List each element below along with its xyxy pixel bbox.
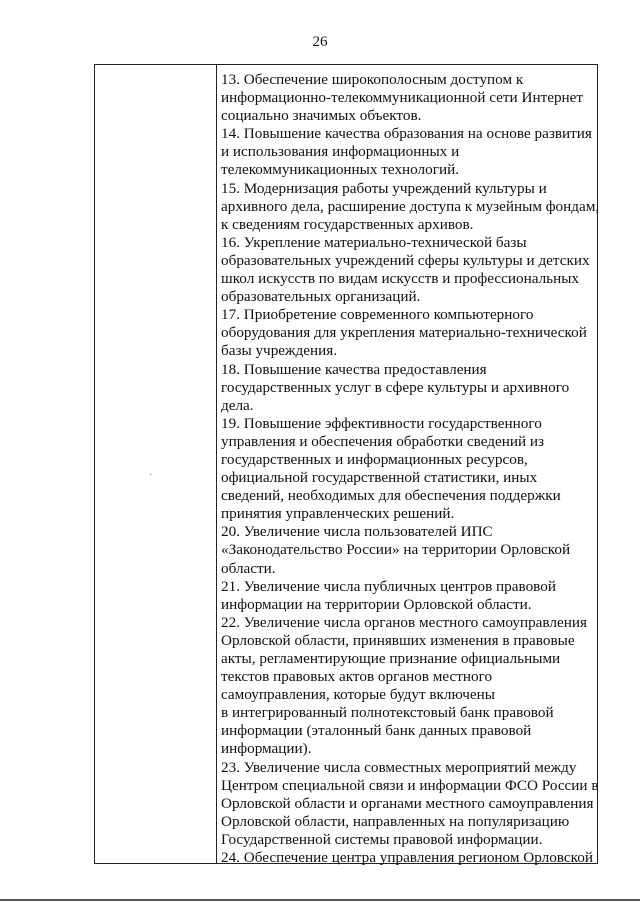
item-text-line: 19. Повышение эффективности государственного xyxy=(221,414,542,432)
page-number: 26 xyxy=(312,34,328,50)
item-text-line: 13. Обеспечение широкополосным доступом к xyxy=(221,71,524,88)
item-text-line: управления и обеспечения обработки сведений из xyxy=(221,432,545,450)
list-item xyxy=(221,523,597,577)
item-text-line: Орловской области, принявших изменения в правовые xyxy=(221,631,575,649)
left-column-cell xyxy=(95,65,216,863)
item-text-line: информации). xyxy=(221,740,312,758)
list-item xyxy=(221,125,597,179)
item-text-line: области. xyxy=(221,559,276,577)
item-text-line: 18. Повышение качества предоставления xyxy=(221,360,487,378)
item-text-line: Центром специальной связи и информации ФСО России в xyxy=(221,776,599,794)
item-text-line: 15. Модернизация работы учреждений культуры и xyxy=(221,179,547,197)
item-text-line: 16. Укрепление материально-технической базы xyxy=(221,233,527,251)
indicator-list xyxy=(221,71,600,867)
item-text-line: к сведениям государственных архивов. xyxy=(221,215,474,233)
item-text-line: Орловской области, направленных на популяризацию xyxy=(221,812,570,830)
content-table xyxy=(94,64,600,867)
list-item xyxy=(221,234,597,306)
item-text-line: дела. xyxy=(221,396,254,414)
item-text-line: и использования информационных и xyxy=(221,143,460,161)
item-text-line: в интегрированный полнотекстовый банк правовой xyxy=(221,704,554,722)
list-item xyxy=(221,179,600,234)
item-text-line: образовательных организаций. xyxy=(221,288,421,306)
column-divider xyxy=(216,65,217,863)
item-text-line: 20. Увеличение числа пользователей ИПС xyxy=(221,523,493,541)
item-text-line: информации (эталонный банк данных правовой xyxy=(221,722,532,740)
list-item xyxy=(221,614,597,759)
item-text-line: государственных услуг в сфере культуры и архивного xyxy=(221,378,570,396)
item-text-line: официальной государственной статистики, иных xyxy=(221,469,538,487)
item-text-line: оборудования для укрепления материально-технической xyxy=(221,324,587,342)
item-text-line: телекоммуникационных технологий. xyxy=(221,161,460,179)
item-text-line: «Законодательство России» на территории Орловской xyxy=(221,541,571,559)
item-text-line: 24. Обеспечение центра управления регионом Орловской xyxy=(221,849,593,867)
scan-mark: · xyxy=(149,470,153,481)
list-item xyxy=(221,759,597,849)
item-text-line: архивного дела, расширение доступа к музейным фондам, xyxy=(221,197,600,215)
right-column-cell xyxy=(221,71,600,867)
item-text-line: акты, регламентирующие признание официальными xyxy=(221,650,561,667)
item-text-line: информационно-телекоммуникационной сети Интернет xyxy=(221,89,584,107)
list-item xyxy=(221,361,597,415)
list-item xyxy=(221,71,597,125)
item-text-line: Орловской области и органами местного самоуправления xyxy=(221,794,594,812)
item-text-line: 23. Увеличение числа совместных мероприятий между xyxy=(221,758,577,776)
bottom-rule xyxy=(0,899,640,901)
list-item xyxy=(221,849,597,867)
item-text-line: 14. Повышение качества образования на основе развития xyxy=(221,125,592,143)
item-text-line: образовательных учреждений сферы культуры и детских xyxy=(221,251,590,269)
list-item xyxy=(221,306,597,360)
item-text-line: самоуправления, которые будут включены xyxy=(221,686,495,704)
item-text-line: базы учреждения. xyxy=(221,342,338,360)
item-text-line: принятия управленческих решений. xyxy=(221,505,455,523)
item-text-line: 22. Увеличение числа органов местного самоуправления xyxy=(221,613,587,631)
item-text-line: социально значимых объектов. xyxy=(221,107,422,125)
item-text-line: сведений, необходимых для обеспечения поддержки xyxy=(221,487,561,505)
item-text-line: информации на территории Орловской области. xyxy=(221,595,532,613)
item-text-line: государственных и информационных ресурсов, xyxy=(221,450,528,468)
item-text-line: 17. Приобретение современного компьютерного xyxy=(221,306,534,324)
list-item xyxy=(221,578,597,614)
item-text-line: текстов правовых актов органов местного xyxy=(221,668,493,686)
item-text-line: Государственной системы правовой информации. xyxy=(221,830,543,848)
list-item xyxy=(221,415,597,524)
item-text-line: 21. Увеличение числа публичных центров правовой xyxy=(221,577,556,595)
item-text-line: школ искусств по видам искусств и профессиональных xyxy=(221,270,580,288)
